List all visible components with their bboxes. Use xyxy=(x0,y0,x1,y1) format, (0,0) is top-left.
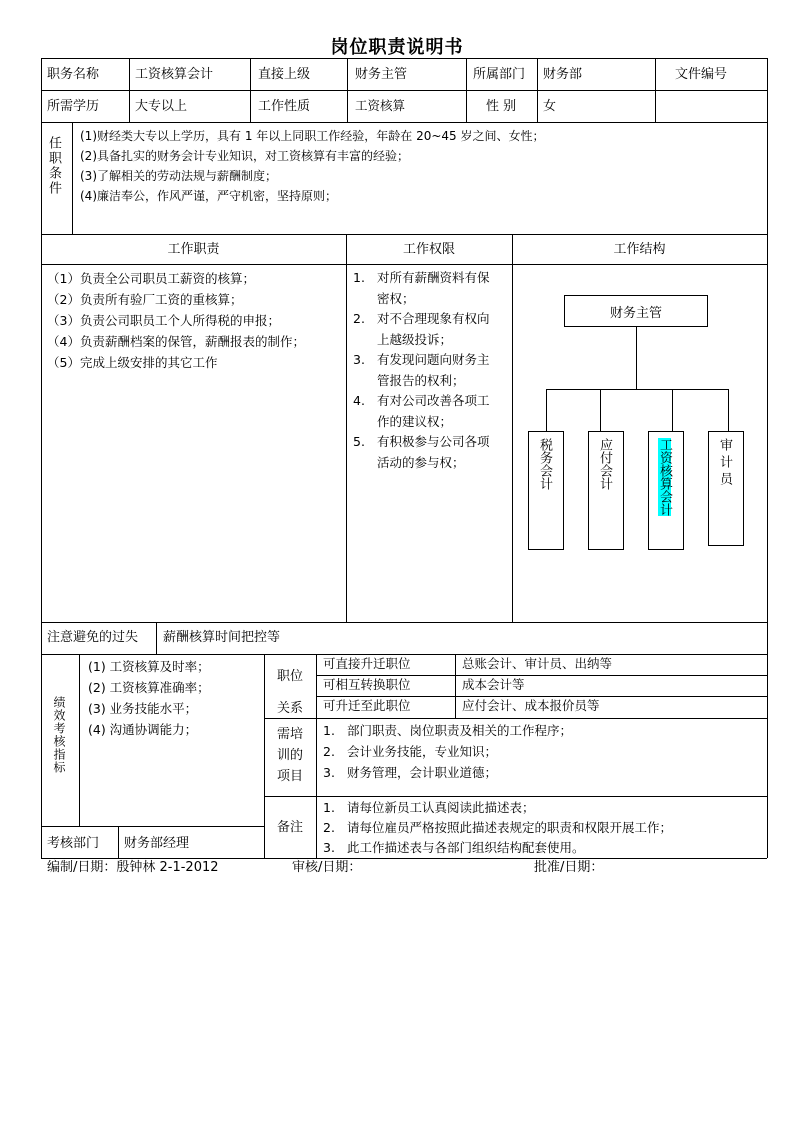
col-divider xyxy=(316,654,317,858)
org-child-label: 工资核算会计 xyxy=(657,438,672,516)
authority-num: 4. xyxy=(353,393,365,408)
org-child-box xyxy=(708,431,744,546)
label-file-number: 文件编号 xyxy=(675,67,728,82)
authority-line: 对不合理现象有权向 xyxy=(377,311,490,326)
training-text: 财务管理，会计职业道德； xyxy=(347,765,498,780)
table-border-top xyxy=(41,58,767,59)
authority-line: 对所有薪酬资料有保 xyxy=(377,270,490,285)
col-divider xyxy=(537,58,538,122)
row-divider xyxy=(41,234,767,235)
authority-num: 2. xyxy=(353,311,365,326)
value-position-name: 工资核算会计 xyxy=(135,67,214,82)
footer-approved: 批准/日期： xyxy=(534,860,604,875)
col-divider xyxy=(79,654,80,826)
row-divider xyxy=(41,122,767,123)
structure-header: 工作结构 xyxy=(613,242,666,257)
training-list xyxy=(323,720,572,783)
kpi-item: (2) 工资核算准确率； xyxy=(88,680,210,695)
row-divider xyxy=(264,718,767,719)
col-divider xyxy=(118,826,119,858)
row-divider xyxy=(41,622,767,623)
remark-item: 3. 此工作描述表与各部门组织结构配套使用。 xyxy=(323,840,585,855)
duty-item: （1）负责全公司职员工薪资的核算； xyxy=(47,271,255,286)
duties-list xyxy=(47,268,305,373)
duty-item: （2）负责所有验厂工资的重核算； xyxy=(47,292,243,307)
assess-dept-value: 财务部经理 xyxy=(124,836,190,851)
label-work-nature: 工作性质 xyxy=(258,99,311,114)
col-divider xyxy=(655,58,656,122)
col-divider xyxy=(156,622,157,654)
kpi-item: (4) 沟通协调能力； xyxy=(88,722,198,737)
label-supervisor: 直接上级 xyxy=(258,67,311,82)
authority-line: 管报告的权利； xyxy=(377,372,465,388)
kpi-item: (3) 业务技能水平； xyxy=(88,701,198,716)
relation-key: 可相互转换职位 xyxy=(323,677,411,692)
org-connector xyxy=(546,389,728,390)
training-text: 会计业务技能，专业知识； xyxy=(347,744,498,759)
remark-item: 2. 请每位雇员严格按照此描述表规定的职责和权限开展工作； xyxy=(323,820,673,835)
kpi-list xyxy=(88,656,210,740)
org-connector xyxy=(636,327,637,389)
org-child-label: 应付会计 xyxy=(597,438,612,490)
col-divider xyxy=(455,654,456,718)
document-title: 岗位职责说明书 xyxy=(330,37,464,58)
row-divider xyxy=(316,696,767,697)
remark-text: 请每位新员工认真阅读此描述表； xyxy=(347,800,535,815)
training-item: 3. 财务管理，会计职业道德； xyxy=(323,765,498,780)
training-label-text: 需培训的项目 xyxy=(276,727,303,784)
label-department: 所属部门 xyxy=(473,67,526,82)
relation-value: 应付会计、成本报价员等 xyxy=(462,698,600,713)
remark-text: 此工作描述表与各部门组织结构配套使用。 xyxy=(347,840,585,855)
org-child-box-highlighted xyxy=(648,431,684,550)
qualification-item: (4)廉洁奉公，作风严谨，严守机密，坚持原则； xyxy=(80,189,337,203)
table-border-bottom xyxy=(41,858,767,859)
authority-line: 作的建议权； xyxy=(377,413,453,429)
authority-header: 工作权限 xyxy=(402,242,455,257)
authority-line: 上越级投诉； xyxy=(377,331,453,347)
footer-prepared: 编制/日期：殷钟林 2-1-2012 xyxy=(47,860,219,875)
qualification-item: (3)了解相关的劳动法规与薪酬制度； xyxy=(80,169,277,183)
org-connector xyxy=(546,389,547,431)
org-connector xyxy=(728,389,729,431)
assess-dept-label: 考核部门 xyxy=(47,836,100,851)
authority-num: 3. xyxy=(353,352,365,367)
col-divider xyxy=(346,234,347,622)
col-divider xyxy=(466,58,467,122)
org-child-box xyxy=(588,431,624,550)
relations-label xyxy=(264,661,316,725)
row-divider xyxy=(264,796,767,797)
qualifications-list xyxy=(80,126,545,206)
avoid-value: 薪酬核算时间把控等 xyxy=(163,630,281,645)
footer-reviewed: 审核/日期： xyxy=(292,860,362,875)
col-divider xyxy=(129,58,130,122)
duty-item: （5）完成上级安排的其它工作 xyxy=(47,355,218,370)
kpi-label: 绩效考核指标 xyxy=(52,696,66,774)
org-child-label: 审计员 xyxy=(717,438,732,489)
training-item: 1. 部门职责、岗位职责及相关的工作程序； xyxy=(323,723,573,738)
relation-key: 可直接升迁职位 xyxy=(323,656,411,671)
relation-value: 总账会计、审计员、出纳等 xyxy=(462,656,613,671)
org-child-label: 税务会计 xyxy=(537,438,552,490)
remarks-list xyxy=(323,798,672,858)
training-label xyxy=(264,724,316,787)
label-gender: 性 别 xyxy=(486,99,517,114)
row-divider xyxy=(41,826,264,827)
duty-item: （3）负责公司职员工个人所得税的申报； xyxy=(47,313,280,328)
remark-item: 1. 请每位新员工认真阅读此描述表； xyxy=(323,800,535,815)
authority-num: 1. xyxy=(353,270,365,285)
avoid-label: 注意避免的过失 xyxy=(47,630,139,645)
row-divider xyxy=(316,675,767,676)
authority-line: 活动的参与权； xyxy=(377,454,465,470)
org-connector xyxy=(672,389,673,431)
training-item: 2. 会计业务技能，专业知识； xyxy=(323,744,498,759)
org-root-label: 财务主管 xyxy=(609,305,662,321)
authority-line: 密权； xyxy=(377,290,415,306)
org-root-box xyxy=(564,295,708,327)
qualifications-label: 任职条件 xyxy=(46,136,61,196)
relation-value: 成本会计等 xyxy=(462,677,525,692)
relation-key: 可升迁至此职位 xyxy=(323,698,411,713)
qualification-item: (2)具备扎实的财务会计专业知识，对工资核算有丰富的经验； xyxy=(80,149,410,163)
value-work-nature: 工资核算 xyxy=(355,98,406,113)
org-connector xyxy=(600,389,601,431)
value-department: 财务部 xyxy=(543,67,583,82)
authority-line: 有积极参与公司各项 xyxy=(377,434,490,449)
table-border-left xyxy=(41,58,42,858)
col-divider xyxy=(250,58,251,122)
row-divider xyxy=(41,264,767,265)
org-child-box xyxy=(528,431,564,550)
qualification-item: (1)财经类大专以上学历，具有 1 年以上同职工作经验，年龄在 20~45 岁之间、女性； xyxy=(80,129,545,143)
label-position-name: 职务名称 xyxy=(47,67,100,82)
col-divider xyxy=(512,234,513,622)
remark-text: 请每位雇员严格按照此描述表规定的职责和权限开展工作； xyxy=(347,820,673,835)
col-divider xyxy=(72,122,73,234)
value-education: 大专以上 xyxy=(135,99,188,114)
kpi-item: (1) 工资核算及时率； xyxy=(88,659,210,674)
row-divider xyxy=(41,654,767,655)
authority-line: 有发现问题向财务主 xyxy=(377,352,490,367)
label-education: 所需学历 xyxy=(47,99,100,114)
duties-header: 工作职责 xyxy=(167,242,220,257)
table-border-right xyxy=(767,58,768,858)
col-divider xyxy=(347,58,348,122)
value-gender: 女 xyxy=(543,99,557,114)
relations-label-text: 职位关系 xyxy=(276,669,303,716)
training-text: 部门职责、岗位职责及相关的工作程序； xyxy=(347,723,573,738)
row-divider xyxy=(41,90,767,91)
authority-line: 有对公司改善各项工 xyxy=(377,393,490,408)
value-supervisor: 财务主管 xyxy=(355,67,408,82)
authority-num: 5. xyxy=(353,434,365,449)
duty-item: （4）负责薪酬档案的保管，薪酬报表的制作； xyxy=(47,334,305,349)
remarks-label: 备注 xyxy=(276,820,303,835)
